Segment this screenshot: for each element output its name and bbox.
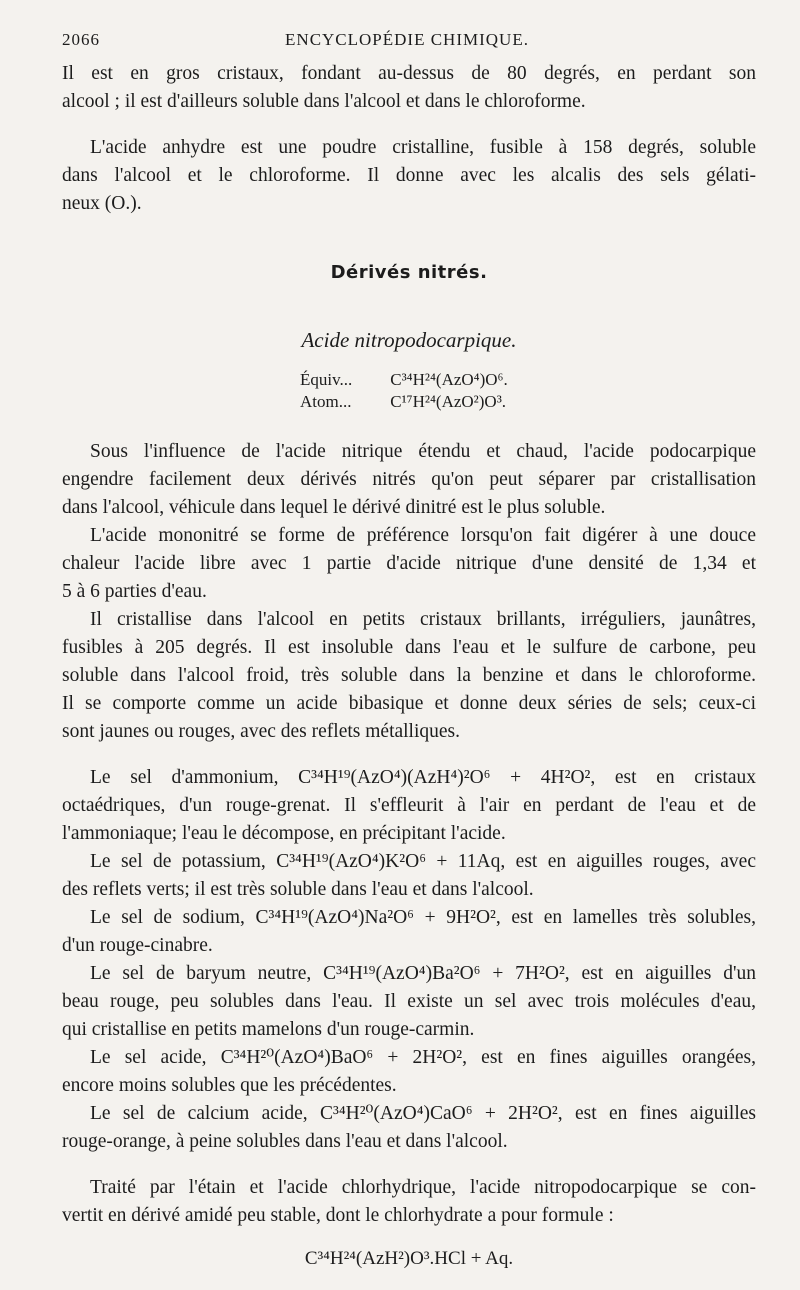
text-line: Le sel de calcium acide, C³⁴H²⁰(AzO⁴)CaO⁶ + 2H²O², est en fines aiguilles	[90, 1103, 756, 1124]
final-formula: C³⁴H²⁴(AzH²)O³.HCl + Aq.	[304, 1248, 514, 1269]
text-line: soluble dans l'alcool froid, très soluble dans la benzine et dans le chloroforme.	[62, 665, 756, 686]
atom-formula: C¹⁷H²⁴(AzO²)O³.	[390, 392, 507, 411]
section-heading: Dérivés nitrés.	[330, 262, 488, 283]
atom-formula-row	[300, 392, 506, 412]
text-line: Le sel de sodium, C³⁴H¹⁹(AzO⁴)Na²O⁶ + 9H²O², est en lamelles très solubles,	[90, 907, 756, 928]
text-line: qui cristallise en petits mamelons d'un rouge-carmin.	[62, 1019, 475, 1040]
subsection-heading: Acide nitropodocarpique.	[301, 328, 517, 352]
text-line: des reflets verts; il est très soluble dans l'eau et dans l'alcool.	[62, 879, 534, 900]
text-line: beau rouge, peu solubles dans l'eau. Il existe un sel avec trois molécules d'eau,	[62, 991, 756, 1012]
text-line: Traité par l'étain et l'acide chlorhydrique, l'acide nitropodocarpique se con-	[90, 1177, 756, 1198]
page-number: 2066	[62, 30, 100, 49]
text-line: Le sel d'ammonium, C³⁴H¹⁹(AzO⁴)(AzH⁴)²O⁶ + 4H²O², est en cristaux	[90, 767, 756, 788]
text-line: alcool ; il est d'ailleurs soluble dans l'alcool et dans le chloroforme.	[62, 91, 586, 112]
text-line: Il cristallise dans l'alcool en petits cristaux brillants, irréguliers, jaunâtres,	[90, 609, 756, 630]
text-line: neux (O.).	[62, 193, 142, 214]
text-line: dans l'alcool et le chloroforme. Il donne avec les alcalis des sels gélati-	[62, 165, 756, 186]
text-line: encore moins solubles que les précédentes.	[62, 1075, 397, 1096]
text-line: L'acide mononitré se forme de préférence lorsqu'on fait digérer à une douce	[90, 525, 756, 546]
equiv-formula-row	[300, 370, 508, 390]
text-line: d'un rouge-cinabre.	[62, 935, 213, 956]
text-line: rouge-orange, à peine solubles dans l'eau et dans l'alcool.	[62, 1131, 508, 1152]
text-line: Il est en gros cristaux, fondant au-dessus de 80 degrés, en perdant son	[62, 63, 756, 84]
text-line: vertit en dérivé amidé peu stable, dont le chlorhydrate a pour formule :	[62, 1205, 614, 1226]
equiv-label: Équiv...	[300, 370, 353, 389]
running-header	[62, 30, 752, 56]
text-line: dans l'alcool, véhicule dans lequel le dérivé dinitré est le plus soluble.	[62, 497, 606, 518]
text-line: 5 à 6 parties d'eau.	[62, 581, 207, 602]
text-line: Sous l'influence de l'acide nitrique étendu et chaud, l'acide podocarpique	[90, 441, 756, 462]
text-line: Le sel de baryum neutre, C³⁴H¹⁹(AzO⁴)Ba²O⁶ + 7H²O², est en aiguilles d'un	[90, 963, 756, 984]
equiv-formula: C³⁴H²⁴(AzO⁴)O⁶.	[390, 370, 508, 389]
text-line: engendre facilement deux dérivés nitrés qu'on peut séparer par cristallisation	[62, 469, 756, 490]
text-line: sont jaunes ou rouges, avec des reflets métalliques.	[62, 721, 461, 742]
text-line: Le sel acide, C³⁴H²⁰(AzO⁴)BaO⁶ + 2H²O², est en fines aiguilles orangées,	[90, 1047, 756, 1068]
text-line: Le sel de potassium, C³⁴H¹⁹(AzO⁴)K²O⁶ + 11Aq, est en aiguilles rouges, avec	[90, 851, 756, 872]
text-line: l'ammoniaque; l'eau le décompose, en précipitant l'acide.	[62, 823, 506, 844]
text-line: chaleur l'acide libre avec 1 partie d'acide nitrique d'une densité de 1,34 et	[62, 553, 756, 574]
text-line: L'acide anhydre est une poudre cristalline, fusible à 158 degrés, soluble	[90, 137, 756, 158]
text-line: Il se comporte comme un acide bibasique et donne deux séries de sels; ceux-ci	[62, 693, 756, 714]
text-line: octaédriques, d'un rouge-grenat. Il s'effleurit à l'air en perdant de l'eau et de	[62, 795, 756, 816]
text-line: fusibles à 205 degrés. Il est insoluble dans l'eau et le sulfure de carbone, peu	[62, 637, 756, 658]
atom-label: Atom...	[300, 392, 352, 411]
running-title: ENCYCLOPÉDIE CHIMIQUE.	[285, 30, 529, 49]
